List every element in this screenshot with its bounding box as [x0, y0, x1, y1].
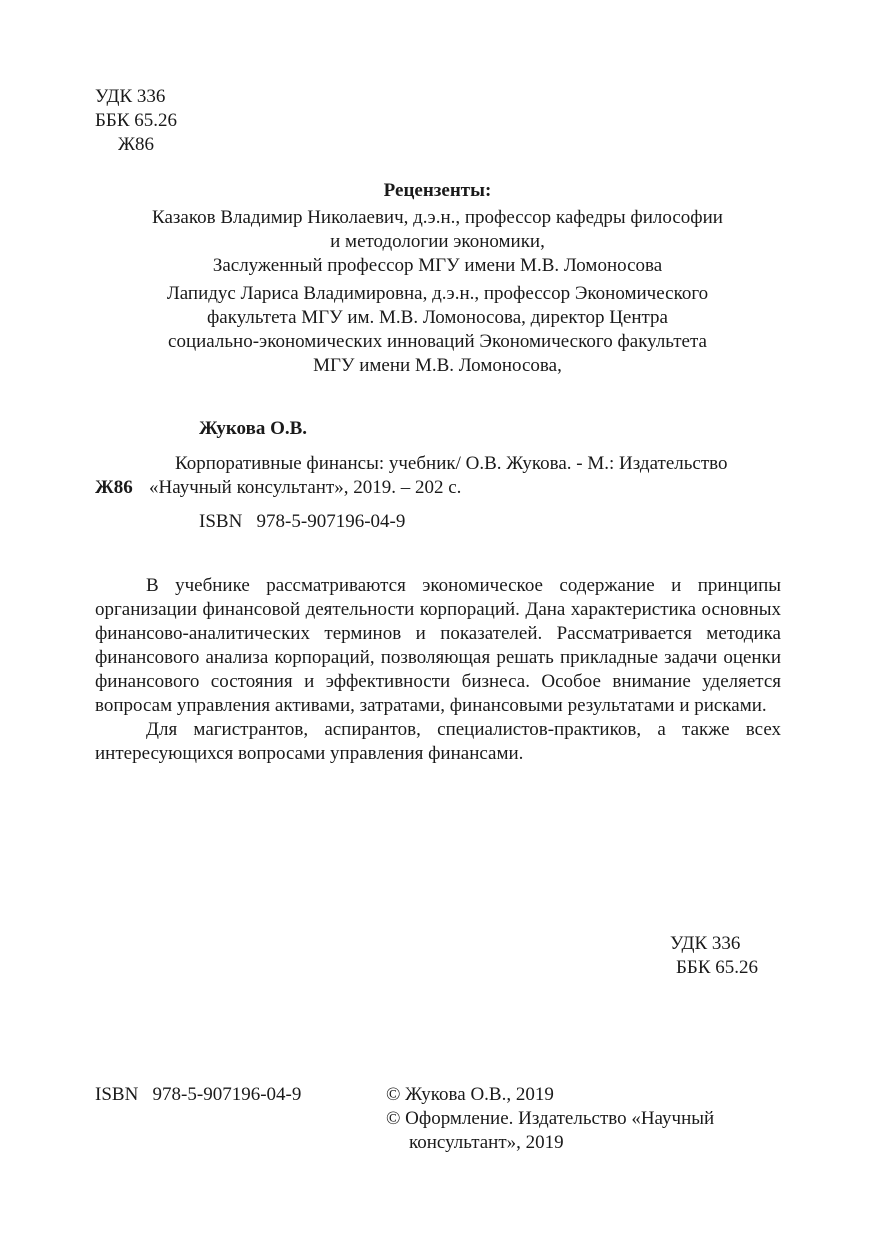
- isbn-label: ISBN: [199, 511, 243, 532]
- annotation-paragraph-2: Для магистрантов, аспирантов, специалистов-практиков, а также всех интересующихся вопросами управления финансами.: [95, 719, 781, 764]
- reviewer-1-line-3: Заслуженный профессор МГУ имени М.В. Ломоносова: [212, 255, 663, 276]
- bbk-code-bottom: ББК 65.26: [676, 957, 758, 978]
- reviewer-1-line-2: и методологии экономики,: [330, 231, 545, 252]
- copyright-author: © Жукова О.В., 2019: [386, 1084, 554, 1105]
- author-mark-top: Ж86: [118, 134, 155, 155]
- isbn-footer-number: 978-5-907196-04-9: [152, 1084, 302, 1105]
- bibliographic-line-1: Корпоративные финансы: учебник/ О.В. Жукова. - М.: Издательство: [175, 453, 728, 474]
- author-mark: Ж86: [95, 477, 133, 498]
- reviewer-2-line-3: социально-экономических инноваций Экономического факультета: [168, 331, 707, 352]
- annotation-paragraph-1: В учебнике рассматриваются экономическое содержание и принципы организации финансовой деятельности корпораций. Дана характеристика основных финансово-аналитических терминов и показателей. Рассматривается методика финансового анализа корпораций, позволяющая решать прикладные задачи оценки финансового состояния и эффективности бизнеса. Особое внимание уделяется вопросам управления активами, затратами, финансовыми результатами и рисками.: [95, 575, 781, 716]
- udk-code-bottom: УДК 336: [670, 933, 741, 954]
- book-author: Жукова О.В.: [199, 418, 308, 439]
- isbn-footer: [95, 1083, 301, 1107]
- udk-code-top: УДК 336: [95, 86, 166, 107]
- bibliographic-line-2: «Научный консультант», 2019. – 202 с.: [149, 477, 462, 498]
- reviewer-2-line-2: факультета МГУ им. М.В. Ломоносова, директор Центра: [207, 307, 668, 328]
- reviewers-block: [100, 179, 775, 378]
- reviewers-heading: Рецензенты:: [383, 180, 492, 201]
- isbn-footer-label: ISBN: [95, 1084, 139, 1105]
- copyright-design: © Оформление. Издательство «Научный: [386, 1108, 715, 1129]
- reviewer-2-line-4: МГУ имени М.В. Ломоносова,: [313, 355, 562, 376]
- copyright-design-continued: консультант», 2019: [409, 1132, 564, 1153]
- isbn-line: [199, 510, 405, 534]
- isbn-number: 978-5-907196-04-9: [256, 511, 406, 532]
- bbk-code-top: ББК 65.26: [95, 110, 177, 131]
- annotation: [95, 574, 781, 766]
- reviewer-1-line-1: Казаков Владимир Николаевич, д.э.н., профессор кафедры философии: [152, 207, 723, 228]
- reviewer-2-line-1: Лапидус Лариса Владимировна, д.э.н., профессор Экономического: [166, 283, 709, 304]
